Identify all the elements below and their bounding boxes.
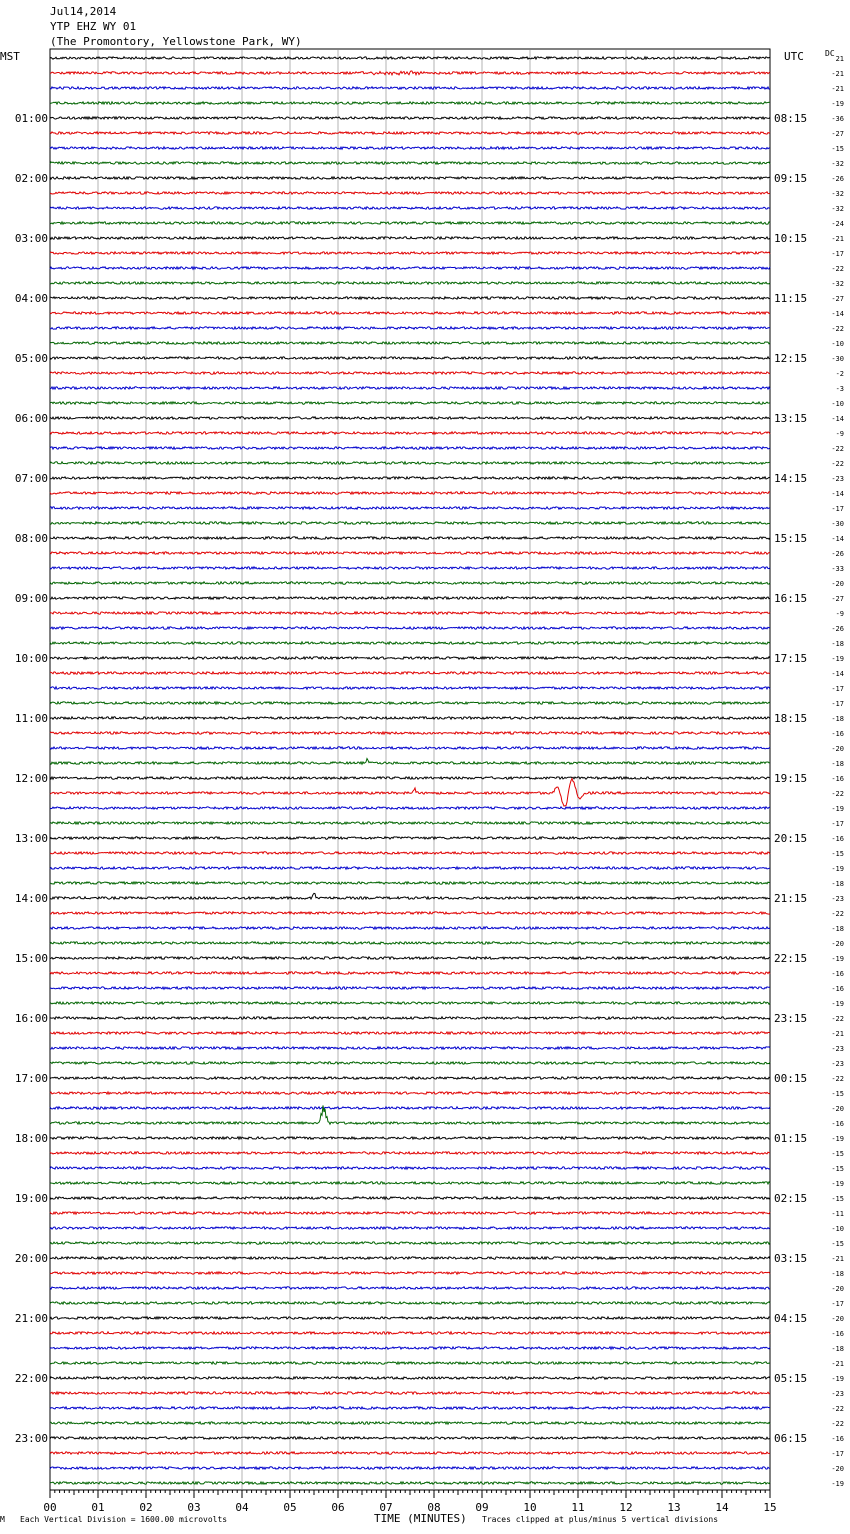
trace-row xyxy=(50,162,770,164)
dc-offset-label: -32 xyxy=(831,280,844,288)
dc-offset-label: -10 xyxy=(831,400,844,408)
x-tick-label: 15 xyxy=(763,1501,777,1514)
trace-row xyxy=(50,1092,770,1094)
dc-offset-label: -10 xyxy=(831,340,844,348)
right-hour-label: 01:15 xyxy=(774,1132,808,1145)
right-timezone-label: UTC xyxy=(784,50,804,63)
dc-offset-label: -20 xyxy=(831,580,844,588)
trace-row xyxy=(50,372,770,374)
trace-row xyxy=(50,852,770,854)
dc-offset-label: -19 xyxy=(831,100,844,108)
dc-offset-label: -15 xyxy=(831,1240,844,1248)
dc-offset-label: -19 xyxy=(831,1000,844,1008)
trace-row xyxy=(50,1377,770,1379)
trace-row xyxy=(50,672,770,674)
dc-offset-label: -22 xyxy=(831,445,844,453)
trace-row xyxy=(50,687,770,689)
trace-row xyxy=(50,627,770,629)
x-tick-label: 11 xyxy=(571,1501,585,1514)
left-hour-label: 12:00 xyxy=(14,772,48,785)
trace-row xyxy=(50,1332,770,1334)
dc-offset-label: -16 xyxy=(831,730,844,738)
trace-row xyxy=(50,147,770,149)
dc-offset-label: -9 xyxy=(835,610,844,618)
right-hour-label: 17:15 xyxy=(774,652,808,665)
dc-offset-label: -23 xyxy=(831,1045,844,1053)
trace-row xyxy=(50,657,770,659)
trace-row xyxy=(50,357,770,359)
dc-offset-label: -21 xyxy=(831,70,844,78)
dc-offset-label: -19 xyxy=(831,655,844,663)
dc-offset-label: -27 xyxy=(831,130,844,138)
right-hour-label: 15:15 xyxy=(774,532,808,545)
x-tick-label: 14 xyxy=(715,1501,729,1514)
plot-date: Jul14,2014 xyxy=(50,5,117,18)
dc-offset-label: -20 xyxy=(831,1105,844,1113)
right-hour-label: 18:15 xyxy=(774,712,808,725)
trace-row xyxy=(50,252,770,254)
trace-row xyxy=(50,417,770,419)
dc-offset-label: -11 xyxy=(831,1210,844,1218)
dc-offset-label: -16 xyxy=(831,1435,844,1443)
left-hour-label: 06:00 xyxy=(14,412,48,425)
x-tick-label: 07 xyxy=(379,1501,393,1514)
right-hour-label: 11:15 xyxy=(774,292,808,305)
left-hour-label: 11:00 xyxy=(14,712,48,725)
station-code: YTP EHZ WY 01 xyxy=(50,20,137,33)
trace-row xyxy=(50,822,770,824)
trace-row xyxy=(50,1077,770,1079)
dc-offset-label: -19 xyxy=(831,1375,844,1383)
dc-offset-label: -15 xyxy=(831,1150,844,1158)
dc-offset-label: -15 xyxy=(831,1195,844,1203)
right-hour-label: 19:15 xyxy=(774,772,808,785)
dc-offset-label: -23 xyxy=(831,895,844,903)
trace-row xyxy=(50,192,770,194)
trace-row xyxy=(50,477,770,479)
trace-row xyxy=(50,1197,770,1199)
trace-row xyxy=(50,1017,770,1019)
trace-row xyxy=(50,702,770,704)
dc-offset-label: -15 xyxy=(831,145,844,153)
dc-offset-label: -14 xyxy=(831,490,844,498)
trace-row xyxy=(50,492,770,494)
x-tick-label: 04 xyxy=(235,1501,249,1514)
dc-offset-label: -24 xyxy=(831,220,844,228)
dc-offset-label: -22 xyxy=(831,910,844,918)
right-hour-label: 08:15 xyxy=(774,112,808,125)
trace-row xyxy=(50,1167,770,1169)
dc-offset-label: -32 xyxy=(831,190,844,198)
x-tick-label: 09 xyxy=(475,1501,489,1514)
dc-offset-label: -23 xyxy=(831,1390,844,1398)
trace-row xyxy=(50,327,770,329)
right-hour-label: 04:15 xyxy=(774,1312,808,1325)
dc-offset-label: -20 xyxy=(831,1465,844,1473)
left-hour-label: 13:00 xyxy=(14,832,48,845)
trace-row xyxy=(50,1107,770,1109)
right-hour-label: 03:15 xyxy=(774,1252,808,1265)
trace-row xyxy=(50,717,770,719)
trace-row xyxy=(50,552,770,554)
trace-row xyxy=(50,837,770,839)
x-tick-label: 02 xyxy=(139,1501,153,1514)
x-tick-label: 05 xyxy=(283,1501,297,1514)
dc-offset-label: -16 xyxy=(831,1120,844,1128)
trace-row xyxy=(50,87,770,89)
dc-offset-label: -27 xyxy=(831,295,844,303)
right-hour-label: 09:15 xyxy=(774,172,808,185)
dc-offset-label: -32 xyxy=(831,205,844,213)
trace-row xyxy=(50,1242,770,1244)
left-hour-label: 20:00 xyxy=(14,1252,48,1265)
left-hour-label: 02:00 xyxy=(14,172,48,185)
dc-offset-label: -22 xyxy=(831,325,844,333)
right-hour-label: 02:15 xyxy=(774,1192,808,1205)
dc-offset-label: -15 xyxy=(831,1090,844,1098)
left-hour-label: 18:00 xyxy=(14,1132,48,1145)
right-hour-label: 12:15 xyxy=(774,352,808,365)
trace-row xyxy=(50,537,770,539)
left-hour-label: 10:00 xyxy=(14,652,48,665)
dc-offset-label: -21 xyxy=(831,235,844,243)
clip-note: Traces clipped at plus/minus 5 vertical divisions xyxy=(482,1515,719,1524)
trace-row xyxy=(50,1422,770,1424)
right-hour-label: 00:15 xyxy=(774,1072,808,1085)
dc-offset-label: -17 xyxy=(831,820,844,828)
dc-offset-label: -14 xyxy=(831,535,844,543)
x-tick-label: 12 xyxy=(619,1501,633,1514)
dc-offset-label: -19 xyxy=(831,1480,844,1488)
right-hour-label: 23:15 xyxy=(774,1012,808,1025)
dc-offset-label: -17 xyxy=(831,700,844,708)
dc-offset-label: -26 xyxy=(831,625,844,633)
trace-row xyxy=(50,462,770,464)
dc-offset-label: -17 xyxy=(831,505,844,513)
dc-offset-label: -15 xyxy=(831,850,844,858)
trace-row xyxy=(50,282,770,284)
dc-offset-label: -16 xyxy=(831,1330,844,1338)
dc-offset-label: -20 xyxy=(831,940,844,948)
trace-row xyxy=(50,942,770,944)
dc-offset-label: -21 xyxy=(831,1030,844,1038)
trace-row xyxy=(50,582,770,584)
trace-row xyxy=(50,237,770,239)
trace-row xyxy=(50,732,770,734)
left-hour-label: 23:00 xyxy=(14,1432,48,1445)
right-hour-label: 21:15 xyxy=(774,892,808,905)
left-hour-label: 17:00 xyxy=(14,1072,48,1085)
trace-row xyxy=(50,117,770,119)
footer-mark: M xyxy=(0,1515,5,1524)
trace-row xyxy=(50,1212,770,1214)
dc-offset-label: -36 xyxy=(831,115,844,123)
trace-row xyxy=(50,507,770,509)
dc-offset-label: -19 xyxy=(831,805,844,813)
dc-offset-label: -18 xyxy=(831,715,844,723)
left-hour-label: 08:00 xyxy=(14,532,48,545)
dc-label: DC xyxy=(825,49,835,58)
dc-offset-label: -3 xyxy=(835,385,844,393)
x-tick-label: 03 xyxy=(187,1501,201,1514)
trace-row xyxy=(50,972,770,974)
dc-offset-label: -17 xyxy=(831,1450,844,1458)
dc-offset-label: -2 xyxy=(835,370,844,378)
trace-row xyxy=(50,57,770,59)
left-timezone-label: MST xyxy=(0,50,20,63)
x-tick-label: 06 xyxy=(331,1501,345,1514)
dc-offset-label: -16 xyxy=(831,775,844,783)
right-hour-label: 10:15 xyxy=(774,232,808,245)
left-hour-label: 19:00 xyxy=(14,1192,48,1205)
left-hour-label: 03:00 xyxy=(14,232,48,245)
dc-offset-label: -22 xyxy=(831,265,844,273)
trace-row xyxy=(50,1287,770,1289)
trace-row xyxy=(50,747,770,749)
dc-offset-label: -22 xyxy=(831,1015,844,1023)
dc-offset-label: -18 xyxy=(831,1345,844,1353)
right-hour-label: 14:15 xyxy=(774,472,808,485)
trace-row xyxy=(50,1467,770,1469)
trace-row xyxy=(50,402,770,404)
trace-row xyxy=(50,779,770,807)
left-hour-label: 07:00 xyxy=(14,472,48,485)
dc-offset-label: -9 xyxy=(835,430,844,438)
dc-offset-label: -26 xyxy=(831,175,844,183)
trace-row xyxy=(50,432,770,434)
trace-row xyxy=(50,777,770,779)
dc-offset-label: -14 xyxy=(831,670,844,678)
x-axis-title: TIME (MINUTES) xyxy=(374,1512,467,1525)
trace-row xyxy=(50,927,770,929)
left-hour-label: 05:00 xyxy=(14,352,48,365)
trace-row xyxy=(50,387,770,389)
left-hour-label: 15:00 xyxy=(14,952,48,965)
left-hour-label: 14:00 xyxy=(14,892,48,905)
dc-offset-label: -19 xyxy=(831,1180,844,1188)
scale-note: Each Vertical Division = 1600.00 microvolts xyxy=(20,1515,228,1524)
dc-offset-label: 21 xyxy=(835,55,844,63)
trace-row xyxy=(50,867,770,869)
trace-row xyxy=(50,1032,770,1034)
dc-offset-label: -14 xyxy=(831,310,844,318)
dc-offset-label: -10 xyxy=(831,1225,844,1233)
trace-row xyxy=(50,297,770,299)
left-hour-label: 01:00 xyxy=(14,112,48,125)
dc-offset-label: -27 xyxy=(831,595,844,603)
trace-row xyxy=(50,1227,770,1229)
left-hour-label: 04:00 xyxy=(14,292,48,305)
trace-row xyxy=(50,1182,770,1184)
right-hour-label: 20:15 xyxy=(774,832,808,845)
x-tick-label: 01 xyxy=(91,1501,105,1514)
trace-row xyxy=(50,807,770,809)
dc-offset-label: -33 xyxy=(831,565,844,573)
trace-row xyxy=(50,1362,770,1364)
trace-row xyxy=(50,987,770,989)
dc-offset-label: -19 xyxy=(831,865,844,873)
dc-offset-label: -26 xyxy=(831,550,844,558)
trace-row xyxy=(50,1437,770,1439)
trace-row xyxy=(50,447,770,449)
trace-row xyxy=(50,1002,770,1004)
dc-offset-label: -20 xyxy=(831,1285,844,1293)
right-hour-label: 06:15 xyxy=(774,1432,808,1445)
x-tick-label: 00 xyxy=(43,1501,57,1514)
trace-row xyxy=(50,177,770,179)
dc-offset-label: -16 xyxy=(831,985,844,993)
dc-offset-label: -20 xyxy=(831,1315,844,1323)
x-tick-label: 08 xyxy=(427,1501,441,1514)
dc-offset-label: -20 xyxy=(831,745,844,753)
left-hour-label: 22:00 xyxy=(14,1372,48,1385)
trace-row xyxy=(50,612,770,614)
dc-offset-label: -14 xyxy=(831,415,844,423)
trace-row xyxy=(50,1302,770,1304)
dc-offset-label: -22 xyxy=(831,460,844,468)
trace-row xyxy=(50,222,770,224)
trace-row xyxy=(50,1257,770,1259)
trace-row xyxy=(50,1392,770,1394)
left-hour-label: 16:00 xyxy=(14,1012,48,1025)
trace-row xyxy=(50,1482,770,1484)
trace-row xyxy=(50,1452,770,1454)
dc-offset-label: -18 xyxy=(831,880,844,888)
trace-row xyxy=(50,642,770,644)
dc-offset-label: -18 xyxy=(831,1270,844,1278)
dc-offset-label: -16 xyxy=(831,970,844,978)
trace-row xyxy=(50,1272,770,1274)
trace-row xyxy=(50,882,770,884)
dc-offset-label: -21 xyxy=(831,1360,844,1368)
right-hour-label: 13:15 xyxy=(774,412,808,425)
right-hour-label: 16:15 xyxy=(774,592,808,605)
dc-offset-label: -21 xyxy=(831,85,844,93)
trace-row xyxy=(50,522,770,524)
x-tick-label: 13 xyxy=(667,1501,681,1514)
dc-offset-label: -23 xyxy=(831,1060,844,1068)
trace-row xyxy=(50,312,770,314)
trace-row xyxy=(50,1047,770,1049)
dc-offset-label: -18 xyxy=(831,760,844,768)
dc-offset-label: -16 xyxy=(831,835,844,843)
trace-row xyxy=(50,1407,770,1409)
trace-row xyxy=(50,1137,770,1139)
trace-row xyxy=(50,342,770,344)
right-hour-label: 05:15 xyxy=(774,1372,808,1385)
left-hour-label: 09:00 xyxy=(14,592,48,605)
trace-row xyxy=(50,567,770,569)
trace-row xyxy=(50,912,770,914)
trace-row xyxy=(50,1062,770,1064)
left-hour-label: 21:00 xyxy=(14,1312,48,1325)
dc-offset-label: -30 xyxy=(831,355,844,363)
dc-offset-label: -22 xyxy=(831,1420,844,1428)
dc-offset-label: -19 xyxy=(831,1135,844,1143)
trace-row xyxy=(50,207,770,209)
trace-row xyxy=(50,1152,770,1154)
trace-row xyxy=(50,267,770,269)
trace-row xyxy=(50,1347,770,1349)
dc-offset-label: -22 xyxy=(831,790,844,798)
trace-row xyxy=(50,71,770,75)
dc-offset-label: -21 xyxy=(831,1255,844,1263)
trace-row xyxy=(50,132,770,134)
dc-offset-label: -22 xyxy=(831,1075,844,1083)
dc-offset-label: -17 xyxy=(831,250,844,258)
dc-offset-label: -32 xyxy=(831,160,844,168)
dc-offset-label: -15 xyxy=(831,1165,844,1173)
trace-row xyxy=(50,1317,770,1319)
dc-offset-label: -17 xyxy=(831,1300,844,1308)
trace-row xyxy=(50,893,770,899)
trace-row xyxy=(50,759,770,765)
trace-row xyxy=(50,102,770,104)
dc-offset-label: -30 xyxy=(831,520,844,528)
right-hour-label: 22:15 xyxy=(774,952,808,965)
dc-offset-label: -18 xyxy=(831,925,844,933)
dc-offset-label: -22 xyxy=(831,1405,844,1413)
dc-offset-label: -19 xyxy=(831,955,844,963)
station-location: (The Promontory, Yellowstone Park, WY) xyxy=(50,35,302,48)
dc-offset-label: -18 xyxy=(831,640,844,648)
trace-row xyxy=(50,957,770,959)
dc-offset-label: -23 xyxy=(831,475,844,483)
trace-row xyxy=(50,597,770,599)
x-tick-label: 10 xyxy=(523,1501,537,1514)
dc-offset-label: -17 xyxy=(831,685,844,693)
